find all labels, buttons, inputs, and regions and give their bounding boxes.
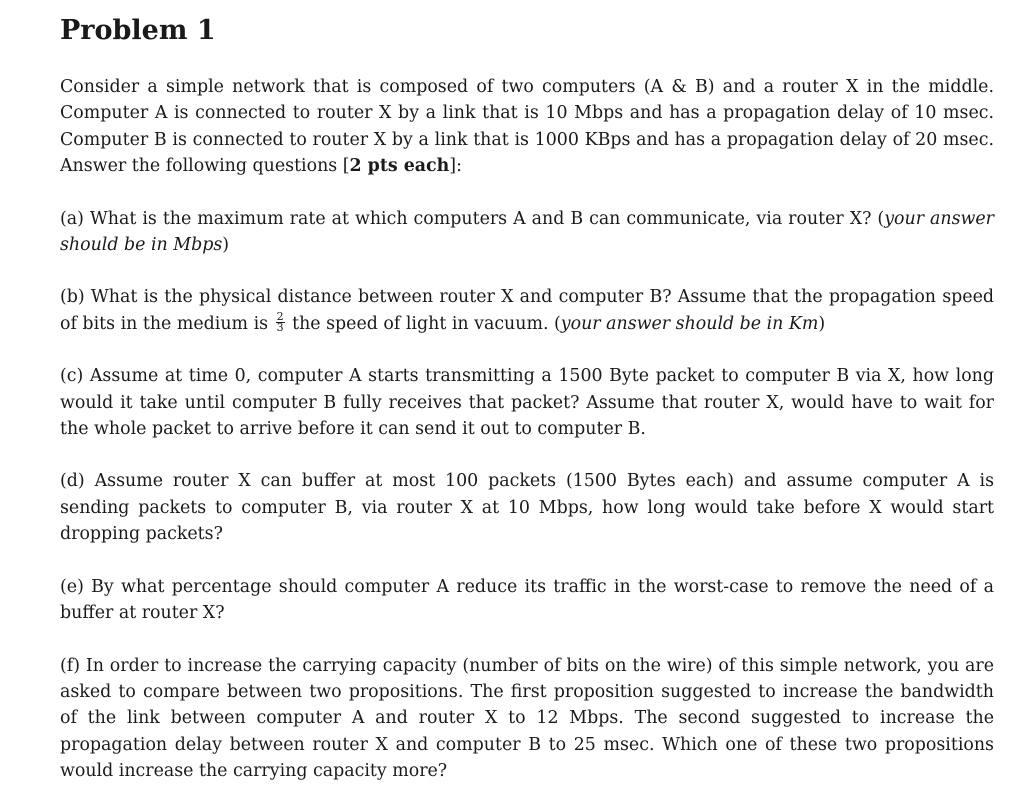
fraction-numerator: 2 — [276, 309, 284, 323]
question-a-unit: your answer should be in Mbps — [60, 208, 994, 256]
question-a-after: ) — [222, 235, 230, 256]
fraction-two-thirds — [276, 309, 285, 334]
intro-points: 2 pts each — [349, 156, 450, 177]
question-b — [60, 284, 994, 337]
question-c: (c) Assume at time 0, computer A starts transmitting a 1500 Byte packet to computer B via X, how long would it take until computer B fully receives that packet? Assume that router X, would have to wait for the whole packet to arrive before it can send it out to computer B. — [60, 366, 994, 440]
question-b-unit: your answer should be in Km — [560, 313, 819, 334]
problem-intro — [60, 74, 994, 180]
question-b-after: ) — [818, 313, 826, 334]
intro-text: Consider a simple network that is composed of two computers (A & B) and a router X in the middle. Computer A is connected to router X by a link that is 10 Mbps and has a propagation delay of 10 msec. Computer B is connected to router X by a link that is 1000 KBps and has a propagation delay of 20 msec. Answer the following questions [ — [60, 77, 994, 177]
fraction-denominator: 3 — [276, 320, 284, 334]
question-a — [60, 206, 994, 259]
question-e: (e) By what percentage should computer A reduce its traffic in the worst-case to remove the need of a buffer at router X? — [60, 576, 994, 624]
question-d: (d) Assume router X can buffer at most 100 packets (1500 Bytes each) and assume computer A is sending packets to computer B, via router X at 10 Mbps, how long would take before X would start dropping packets? — [60, 471, 994, 545]
question-b-text2: the speed of light in vacuum. ( — [286, 313, 561, 334]
question-f: (f) In order to increase the carrying capacity (number of bits on the wire) of this simple network, you are asked to compare between two propositions. The first proposition suggested to increase the bandwidth of the link between computer A and router X to 12 Mbps. The second suggested to increase the propagation delay between router X and computer B to 25 msec. Which one of these two propositions would increase the carrying capacity more? — [60, 655, 994, 782]
intro-after: ]: — [449, 156, 462, 177]
problem-title: Problem 1 — [60, 15, 216, 46]
question-a-text: (a) What is the maximum rate at which computers A and B can communicate, via router X? ( — [60, 208, 885, 229]
question-b-text: (b) What is the physical distance between router X and computer B? Assume that the propagation speed of bits in the medium is — [60, 287, 994, 334]
